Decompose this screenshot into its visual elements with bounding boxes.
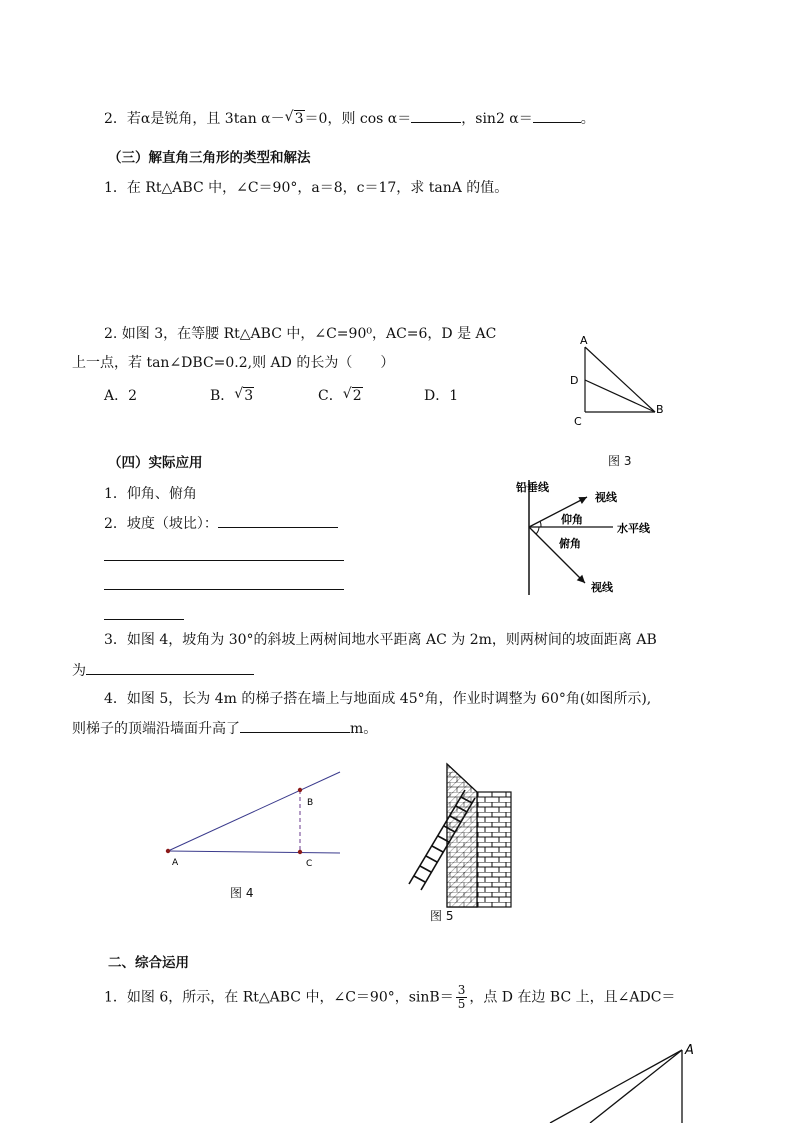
slope-answer-line-2[interactable] xyxy=(104,560,344,561)
figure-elevation-depression xyxy=(505,475,665,600)
section-4-question-3-line1: 3．如图 4，坡角为 30°的斜坡上两树间地水平距离 AC 为 2m，则两树间的坡面距离 AB xyxy=(104,632,657,648)
section-4-question-1: 1．仰角、俯角 xyxy=(104,486,197,502)
section-4-question-2: 2．坡度（坡比）： xyxy=(104,513,338,534)
section-4-question-3-line2: 为 xyxy=(72,660,254,681)
figure-4-caption: 图 4 xyxy=(230,886,254,900)
fig4-label-a: A xyxy=(172,858,179,868)
figure-5 xyxy=(405,762,515,912)
part-two-heading: 二、综合运用 xyxy=(108,955,189,971)
section-3-question-1: 1．在 Rt△ABC 中，∠C＝90°，a＝8，c＝17，求 tanA 的值。 xyxy=(104,180,509,196)
section-4-question-4-line2: 则梯子的顶端沿墙面升高了 m。 xyxy=(72,718,377,739)
option-a: A．2 xyxy=(104,388,138,404)
section-4-heading: （四）实际应用 xyxy=(108,455,203,471)
section-4-question-4-line1: 4．如图 5，长为 4m 的梯子搭在墙上与地面成 45°角，作业时调整为 60°角(如图所示), xyxy=(104,691,652,707)
sight-up-label: 视线 xyxy=(595,491,617,504)
ladder-rise-blank[interactable] xyxy=(240,718,350,733)
answer-blank-cos[interactable] xyxy=(411,108,461,123)
answer-blank-sin2[interactable] xyxy=(533,108,581,123)
figure-5-caption: 图 5 xyxy=(430,909,454,923)
slope-answer-line-4[interactable] xyxy=(104,619,184,620)
fig3-label-a: A xyxy=(580,334,588,347)
slope-answer-line-3[interactable] xyxy=(104,589,344,590)
figure-3-caption: 图 3 xyxy=(608,454,632,468)
figure-4 xyxy=(160,765,350,875)
fig4-label-b: B xyxy=(307,798,314,808)
sqrt-3: √ 3 xyxy=(284,109,304,127)
fig3-label-c: C xyxy=(574,415,582,428)
option-c: C． √ 2 xyxy=(318,386,362,404)
section-3-question-2-line1: 2. 如图 3，在等腰 Rt△ABC 中，∠C=90⁰，AC=6，D 是 AC xyxy=(104,326,497,342)
part-two-question-1: 1．如图 6，所示，在 Rt△ABC 中，∠C＝90°，sinB＝ $\frac{3}{5}$ ，点 D 在边 BC 上，且∠ADC＝ xyxy=(104,983,676,1011)
depression-angle-label: 俯角 xyxy=(559,537,581,550)
fig4-label-c: C xyxy=(306,859,313,869)
question-2-alpha: 2．若α是锐角，且 3tan α－ √ 3＝0，则 cos α＝ ，sin2 α＝ 。 xyxy=(104,109,595,127)
section-3-question-2-line2: 上一点，若 tan∠DBC=0.2,则 AD 的长为（ ） xyxy=(72,355,395,371)
slope-distance-blank[interactable] xyxy=(86,660,254,675)
option-d: D．1 xyxy=(424,388,459,404)
sight-down-label: 视线 xyxy=(591,581,613,594)
section-3-heading: （三）解直角三角形的类型和解法 xyxy=(108,150,311,166)
figure-3 xyxy=(560,330,680,430)
elevation-angle-label: 仰角 xyxy=(561,513,583,526)
slope-answer-blank[interactable] xyxy=(218,513,338,528)
horizontal-line-label: 水平线 xyxy=(617,522,650,535)
fraction-3-5: $\frac{3}{5}$ xyxy=(457,983,466,1011)
plumb-line-label: 铅垂线 xyxy=(516,481,549,494)
fig3-label-d: D xyxy=(570,374,579,387)
option-b: B． √ 3 xyxy=(210,386,254,404)
fig3-label-b: B xyxy=(656,403,664,416)
figure-6-partial xyxy=(540,1038,710,1123)
fig6-label-a: A xyxy=(685,1043,694,1058)
